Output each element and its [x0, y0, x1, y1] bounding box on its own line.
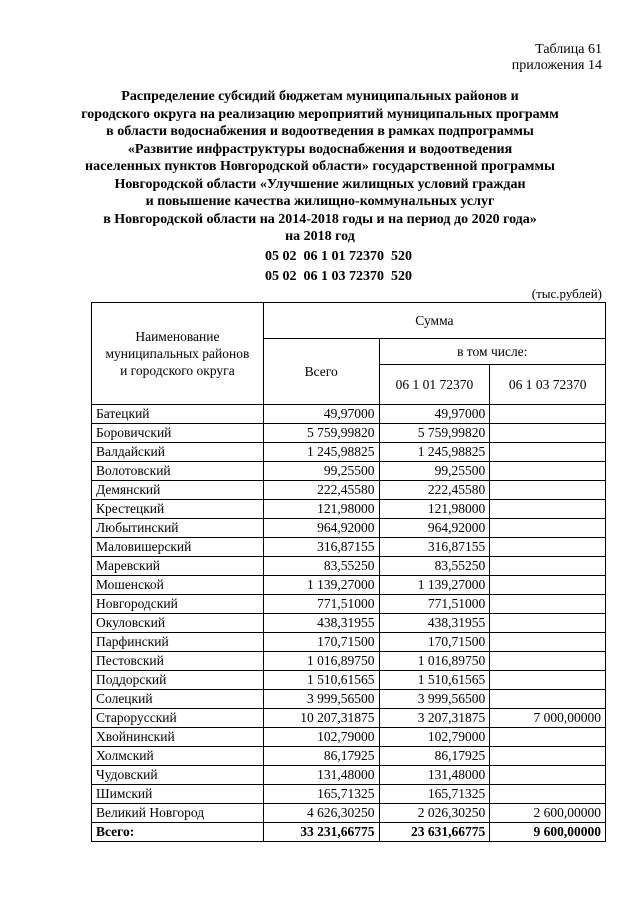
cell-c2: 9 600,00000: [490, 823, 606, 842]
cell-c1: 1 510,61565: [379, 671, 490, 690]
cell-c1: 964,92000: [379, 519, 490, 538]
table-row: [92, 500, 606, 519]
cell-total: 33 231,66775: [263, 823, 379, 842]
cell-name: Великий Новгород: [92, 804, 264, 823]
table-row: [92, 747, 606, 766]
cell-c2: [490, 576, 606, 595]
title-line: в области водоснабжения и водоотведения в рамках подпрограммы: [106, 124, 534, 139]
table-row: [92, 804, 606, 823]
cell-total: 1 139,27000: [263, 576, 379, 595]
cell-total: 964,92000: [263, 519, 379, 538]
cell-c2: 7 000,00000: [490, 709, 606, 728]
cell-total: 49,97000: [263, 405, 379, 424]
cell-name: Крестецкий: [92, 500, 264, 519]
cell-total: 316,87155: [263, 538, 379, 557]
header-code-1: 06 1 01 72370: [379, 365, 490, 405]
table-row: [92, 481, 606, 500]
table-row: [92, 633, 606, 652]
budget-codes: [265, 247, 412, 287]
table-row: [92, 728, 606, 747]
header-name: Наименование муниципальных районов и городского округа: [92, 303, 264, 405]
cell-name: Валдайский: [92, 443, 264, 462]
cell-total: 5 759,99820: [263, 424, 379, 443]
table-row: [92, 443, 606, 462]
table-row: [92, 690, 606, 709]
table-row: [92, 671, 606, 690]
cell-total: 222,45580: [263, 481, 379, 500]
cell-total: 170,71500: [263, 633, 379, 652]
cell-total: 438,31955: [263, 614, 379, 633]
total-row: [92, 823, 606, 842]
cell-total: 165,71325: [263, 785, 379, 804]
cell-c1: 102,79000: [379, 728, 490, 747]
cell-name: Холмский: [92, 747, 264, 766]
cell-total: 1 016,89750: [263, 652, 379, 671]
cell-name: Хвойнинский: [92, 728, 264, 747]
table-row: [92, 595, 606, 614]
title-line: городского округа на реализацию мероприятий муниципальных программ: [81, 106, 559, 122]
cell-total: 10 207,31875: [263, 709, 379, 728]
cell-c1: 3 207,31875: [379, 709, 490, 728]
cell-c1: 99,25500: [379, 462, 490, 481]
table-row: [92, 785, 606, 804]
title-line: на 2018 год: [285, 229, 355, 244]
cell-total: 121,98000: [263, 500, 379, 519]
table-number-label: Таблица 61: [535, 42, 602, 57]
cell-c2: [490, 671, 606, 690]
cell-c1: 771,51000: [379, 595, 490, 614]
cell-c1: 1 139,27000: [379, 576, 490, 595]
table-row: [92, 614, 606, 633]
cell-c2: [490, 766, 606, 785]
cell-total: 83,55250: [263, 557, 379, 576]
cell-name: Маревский: [92, 557, 264, 576]
header-code-2: 06 1 03 72370: [490, 365, 606, 405]
cell-c2: [490, 462, 606, 481]
cell-total: 102,79000: [263, 728, 379, 747]
appendix-label: приложения 14: [511, 58, 602, 73]
cell-total: 1 510,61565: [263, 671, 379, 690]
cell-name: Окуловский: [92, 614, 264, 633]
title-line: «Развитие инфраструктуры водоснабжения и водоотведения: [127, 141, 513, 157]
cell-c2: [490, 652, 606, 671]
cell-name: Чудовский: [92, 766, 264, 785]
cell-c1: 165,71325: [379, 785, 490, 804]
cell-total: 1 245,98825: [263, 443, 379, 462]
table-row: [92, 424, 606, 443]
cell-name: Новгородский: [92, 595, 264, 614]
cell-c1: 1 016,89750: [379, 652, 490, 671]
cell-name: Батецкий: [92, 405, 264, 424]
cell-c2: [490, 405, 606, 424]
cell-total: 86,17925: [263, 747, 379, 766]
cell-name: Парфинский: [92, 633, 264, 652]
cell-c2: [490, 500, 606, 519]
table-number: [512, 42, 602, 74]
cell-name: Пестовский: [92, 652, 264, 671]
cell-name: Поддорский: [92, 671, 264, 690]
table-row: [92, 576, 606, 595]
header-including: в том числе:: [379, 339, 606, 365]
title-line: Распределение субсидий бюджетам муниципальных районов и: [121, 89, 519, 104]
budget-code: 05 02 06 1 03 72370 520: [265, 269, 412, 284]
cell-name: Всего:: [92, 823, 264, 842]
title-line: и повышение качества жилищно-коммунальных услуг: [145, 194, 495, 209]
table-row: [92, 519, 606, 538]
cell-c2: [490, 481, 606, 500]
cell-c1: 121,98000: [379, 500, 490, 519]
budget-code: 05 02 06 1 01 72370 520: [265, 249, 412, 264]
cell-name: Шимский: [92, 785, 264, 804]
cell-c2: [490, 785, 606, 804]
cell-name: Любытинский: [92, 519, 264, 538]
cell-c1: 131,48000: [379, 766, 490, 785]
cell-c2: [490, 690, 606, 709]
cell-c1: 2 026,30250: [379, 804, 490, 823]
cell-total: 99,25500: [263, 462, 379, 481]
cell-c1: 23 631,66775: [379, 823, 490, 842]
cell-c1: 83,55250: [379, 557, 490, 576]
cell-total: 131,48000: [263, 766, 379, 785]
cell-c2: [490, 443, 606, 462]
cell-c2: [490, 633, 606, 652]
table-row: [92, 538, 606, 557]
cell-c1: 316,87155: [379, 538, 490, 557]
cell-name: Боровичский: [92, 424, 264, 443]
document-title: [60, 88, 580, 246]
table-row: [92, 557, 606, 576]
cell-c1: 1 245,98825: [379, 443, 490, 462]
cell-c1: 5 759,99820: [379, 424, 490, 443]
cell-total: 4 626,30250: [263, 804, 379, 823]
cell-c2: [490, 595, 606, 614]
cell-c2: [490, 747, 606, 766]
cell-name: Маловишерский: [92, 538, 264, 557]
cell-c2: [490, 728, 606, 747]
subsidy-table: [91, 302, 606, 842]
table-row: [92, 405, 606, 424]
cell-total: 771,51000: [263, 595, 379, 614]
cell-c1: 49,97000: [379, 405, 490, 424]
table-row: [92, 462, 606, 481]
cell-c2: [490, 557, 606, 576]
cell-c2: [490, 519, 606, 538]
cell-c1: 86,17925: [379, 747, 490, 766]
cell-c2: [490, 538, 606, 557]
cell-name: Солецкий: [92, 690, 264, 709]
cell-name: Старорусский: [92, 709, 264, 728]
header-total: Всего: [263, 339, 379, 405]
header-sum: Сумма: [263, 303, 605, 339]
cell-c1: 222,45580: [379, 481, 490, 500]
cell-name: Демянский: [92, 481, 264, 500]
cell-name: Мошенской: [92, 576, 264, 595]
cell-c2: [490, 614, 606, 633]
table-row: [92, 766, 606, 785]
cell-c1: 170,71500: [379, 633, 490, 652]
cell-c1: 438,31955: [379, 614, 490, 633]
table-row: [92, 709, 606, 728]
cell-total: 3 999,56500: [263, 690, 379, 709]
title-line: населенных пунктов Новгородской области» государственной программы: [85, 159, 555, 174]
title-line: Новгородской области «Улучшение жилищных условий граждан: [114, 176, 526, 192]
table-row: [92, 652, 606, 671]
cell-c2: [490, 424, 606, 443]
cell-c1: 3 999,56500: [379, 690, 490, 709]
units-label: (тыс.рублей): [531, 286, 602, 301]
title-line: в Новгородской области на 2014-2018 годы и на период до 2020 года»: [103, 211, 537, 227]
cell-name: Волотовский: [92, 462, 264, 481]
cell-c2: 2 600,00000: [490, 804, 606, 823]
